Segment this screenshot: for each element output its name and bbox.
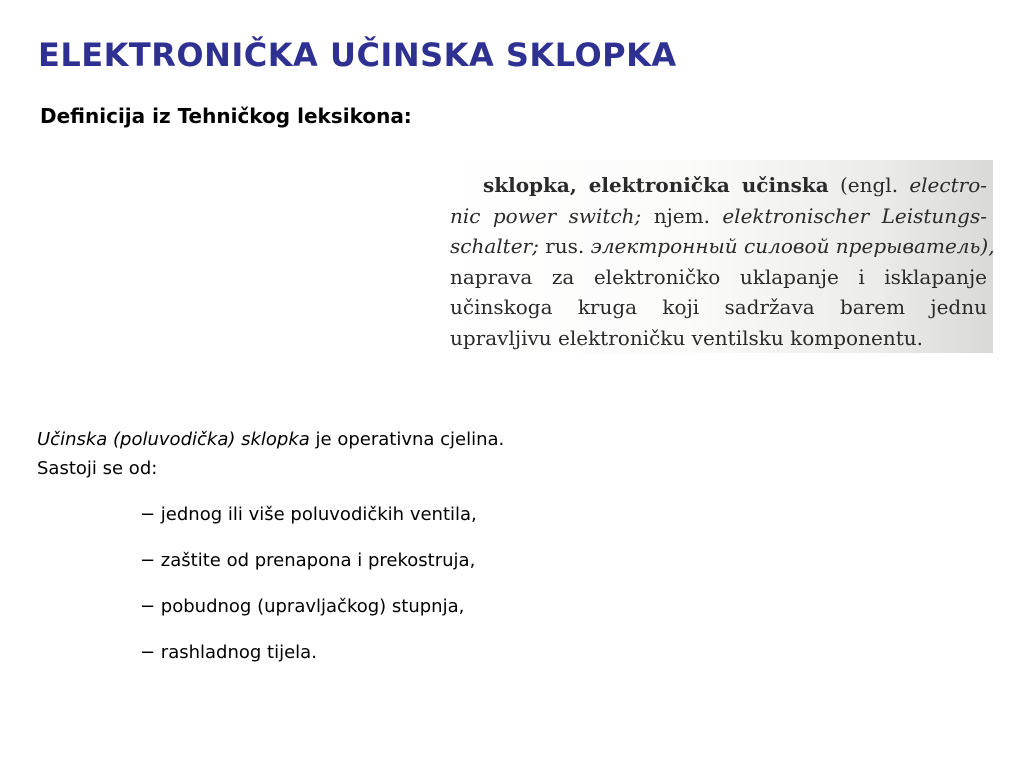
consists-of-label: Sastoji se od: xyxy=(37,458,158,479)
list-item: − rashladnog tijela. xyxy=(140,642,317,663)
lexicon-line-2 xyxy=(450,201,987,232)
lexicon-engl-term-b: nic power switch; xyxy=(450,203,642,228)
lexicon-rus-term: электронный силовой прерыватель), xyxy=(590,234,995,258)
list-item: − pobudnog (upravljačkog) stupnja, xyxy=(140,596,465,617)
lexicon-definition-line: upravljivu elektroničku ventilsku komponentu. xyxy=(450,325,923,350)
intro-sentence xyxy=(37,425,504,454)
list-item: − jednog ili više poluvodičkih ventila, xyxy=(140,504,477,525)
lexicon-excerpt-image xyxy=(440,160,993,353)
components-list xyxy=(140,498,477,682)
lexicon-definition-line: naprava za elektroničko uklapanje i isklapanje xyxy=(450,264,987,289)
slide-title: ELEKTRONIČKA UČINSKA SKLOPKA xyxy=(38,36,677,74)
lexicon-njem-label: njem. xyxy=(653,203,710,228)
slide-subtitle: Definicija iz Tehničkog leksikona: xyxy=(40,104,412,128)
intro-term: Učinska (poluvodička) sklopka xyxy=(37,429,310,450)
lexicon-headword: sklopka, elektronička učinska xyxy=(483,173,829,197)
lexicon-njem-term-a: elektronischer Leistungs- xyxy=(722,203,987,228)
intro-paragraph xyxy=(37,425,504,483)
lexicon-engl-label: (engl. xyxy=(839,173,899,197)
lexicon-njem-term-b: schalter; xyxy=(450,234,539,258)
lexicon-line-3 xyxy=(450,231,995,262)
lexicon-definition-line: učinskoga kruga koji sadržava barem jednu xyxy=(450,295,987,319)
lexicon-line-1 xyxy=(450,170,987,201)
lexicon-rus-label: rus. xyxy=(545,234,585,258)
lexicon-engl-term-a: electro- xyxy=(909,173,987,197)
list-item: − zaštite od prenapona i prekostruja, xyxy=(140,550,476,571)
intro-rest: je operativna cjelina. xyxy=(309,429,505,450)
